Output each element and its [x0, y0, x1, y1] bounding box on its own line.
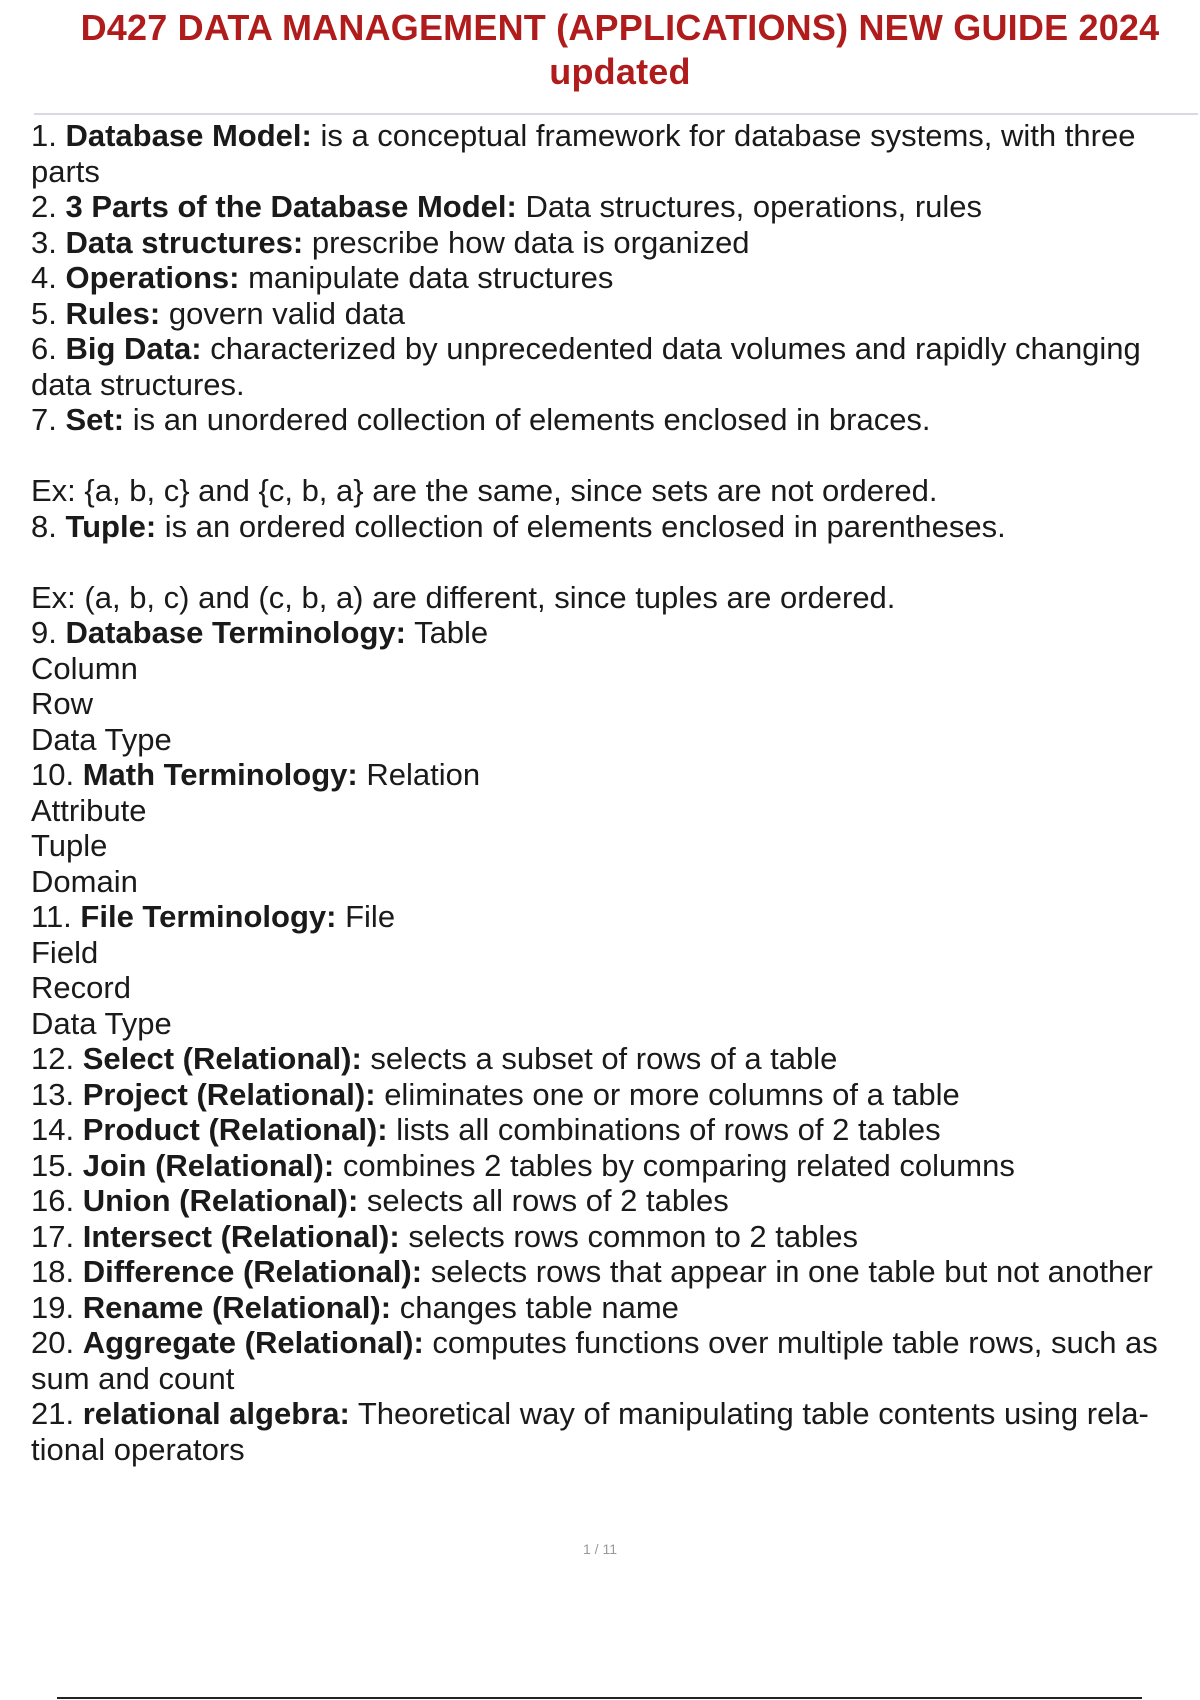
entry-number: 20.	[31, 1325, 75, 1360]
entry-11	[31, 899, 1200, 935]
entry-number: 7.	[31, 402, 57, 437]
entry-term: Rename (Relational):	[82, 1289, 392, 1325]
document-title: D427 DATA MANAGEMENT (APPLICATIONS) NEW GUIDE 2024 updated	[80, 7, 1160, 92]
entry-number: 14.	[31, 1112, 75, 1147]
entry-number: 12.	[31, 1041, 75, 1076]
entry-20	[31, 1325, 1200, 1396]
entry-definition: is an ordered collection of elements enclosed in parentheses.	[164, 508, 1006, 544]
entry-8	[31, 509, 1200, 545]
entry-definition: Relation	[366, 757, 481, 792]
entry-number: 18.	[31, 1254, 75, 1289]
entry-7	[31, 402, 1200, 438]
entry-5	[31, 296, 1200, 332]
entry-definition: Data structures, operations, rules	[525, 189, 983, 224]
entry-definition: characterized by unprecedented data volumes and rapidly changing data structures.	[31, 331, 1141, 402]
entry-definition: Table	[414, 615, 489, 650]
entry-3	[31, 225, 1200, 261]
entry-15	[31, 1148, 1200, 1184]
entry-number: 13.	[31, 1076, 75, 1112]
entry-number: 8.	[31, 508, 57, 544]
entry-definition: selects a subset of rows of a table	[370, 1041, 838, 1076]
entry-term: Select (Relational):	[82, 1041, 362, 1076]
flashcard-list	[31, 118, 1200, 1467]
entry-sub-line: Row	[31, 686, 94, 721]
entry-term: Tuple:	[65, 508, 157, 544]
entry-definition: selects rows that appear in one table but not another	[430, 1254, 1153, 1289]
entry-term: Project (Relational):	[82, 1076, 376, 1112]
entry-sub-line: Domain	[31, 863, 138, 899]
entry-18	[31, 1254, 1200, 1290]
entry-term: Product (Relational):	[82, 1112, 388, 1147]
entry-term: Operations:	[65, 260, 240, 295]
entry-definition: computes functions over multiple table rows, such as sum and count	[31, 1325, 1158, 1396]
entry-1	[31, 118, 1200, 189]
entry-16	[31, 1183, 1200, 1219]
entry-17	[31, 1219, 1200, 1255]
entry-6	[31, 331, 1200, 402]
entry-definition: changes table name	[399, 1289, 679, 1325]
entry-term: Big Data:	[65, 331, 202, 366]
entry-9	[31, 615, 1200, 651]
entry-term: Set:	[65, 402, 125, 437]
entry-term: Data structures:	[65, 224, 304, 260]
entry-example: Ex: {a, b, c} and {c, b, a} are the same, since sets are not ordered.	[31, 473, 938, 508]
entry-term: File Terminology:	[80, 899, 337, 934]
entry-term: Join (Relational):	[82, 1147, 335, 1183]
entry-number: 1.	[31, 118, 57, 153]
entry-sub-line: Data Type	[31, 721, 172, 757]
entry-definition: lists all combinations of rows of 2 tables	[396, 1112, 941, 1147]
entry-sub-line: Record	[31, 970, 131, 1005]
entry-sub-line: Column	[31, 650, 138, 686]
entry-2	[31, 189, 1200, 225]
entry-number: 5.	[31, 295, 57, 331]
entry-term: relational algebra:	[82, 1396, 350, 1431]
entry-definition: selects all rows of 2 tables	[366, 1183, 729, 1218]
footer-divider	[57, 1697, 1142, 1699]
entry-term: Intersect (Relational):	[82, 1218, 400, 1254]
entry-definition: is an unordered collection of elements enclosed in braces.	[132, 402, 931, 437]
entry-number: 16.	[31, 1183, 75, 1218]
entry-number: 21.	[31, 1396, 75, 1431]
entry-13	[31, 1077, 1200, 1113]
entry-term: Union (Relational):	[82, 1183, 359, 1218]
entry-number: 10.	[31, 757, 75, 792]
entry-12	[31, 1041, 1200, 1077]
entry-number: 2.	[31, 189, 57, 224]
entry-definition: is a conceptual framework for database systems, with three parts	[31, 118, 1136, 189]
entry-sub-line: Attribute	[31, 792, 147, 828]
entry-sub-line: Tuple	[31, 828, 108, 863]
entry-number: 6.	[31, 331, 57, 366]
blank-line	[31, 544, 1200, 580]
entry-sub-line: Field	[31, 934, 99, 970]
page-number: 1 / 11	[583, 1541, 617, 1557]
entry-definition: Theoretical way of manipulating table contents using rela- tional operators	[31, 1396, 1149, 1467]
entry-term: Database Model:	[65, 118, 312, 153]
entry-definition: File	[345, 899, 396, 934]
entry-19	[31, 1290, 1200, 1326]
entry-term: Rules:	[65, 295, 161, 331]
entry-definition: manipulate data structures	[248, 260, 614, 295]
entry-4	[31, 260, 1200, 296]
entry-number: 17.	[31, 1218, 75, 1254]
entry-term: Math Terminology:	[82, 757, 358, 792]
blank-line	[31, 438, 1200, 474]
entry-number: 3.	[31, 224, 57, 260]
entry-number: 15.	[31, 1147, 75, 1183]
entry-example: Ex: (a, b, c) and (c, b, a) are different, since tuples are ordered.	[31, 579, 896, 615]
entry-21	[31, 1396, 1200, 1467]
title-divider	[34, 113, 1198, 115]
entry-number: 9.	[31, 615, 57, 650]
entry-14	[31, 1112, 1200, 1148]
entry-term: Database Terminology:	[65, 615, 406, 650]
entry-definition: govern valid data	[168, 295, 405, 331]
entry-definition: prescribe how data is organized	[311, 224, 750, 260]
entry-number: 4.	[31, 260, 57, 295]
entry-term: Difference (Relational):	[82, 1254, 423, 1289]
entry-sub-line: Data Type	[31, 1005, 172, 1041]
entry-number: 19.	[31, 1289, 75, 1325]
entry-definition: combines 2 tables by comparing related columns	[342, 1147, 1015, 1183]
entry-definition: selects rows common to 2 tables	[408, 1218, 858, 1254]
entry-number: 11.	[31, 899, 72, 934]
entry-10	[31, 757, 1200, 793]
entry-term: Aggregate (Relational):	[82, 1325, 424, 1360]
entry-definition: eliminates one or more columns of a table	[384, 1076, 960, 1112]
entry-term: 3 Parts of the Database Model:	[65, 189, 517, 224]
